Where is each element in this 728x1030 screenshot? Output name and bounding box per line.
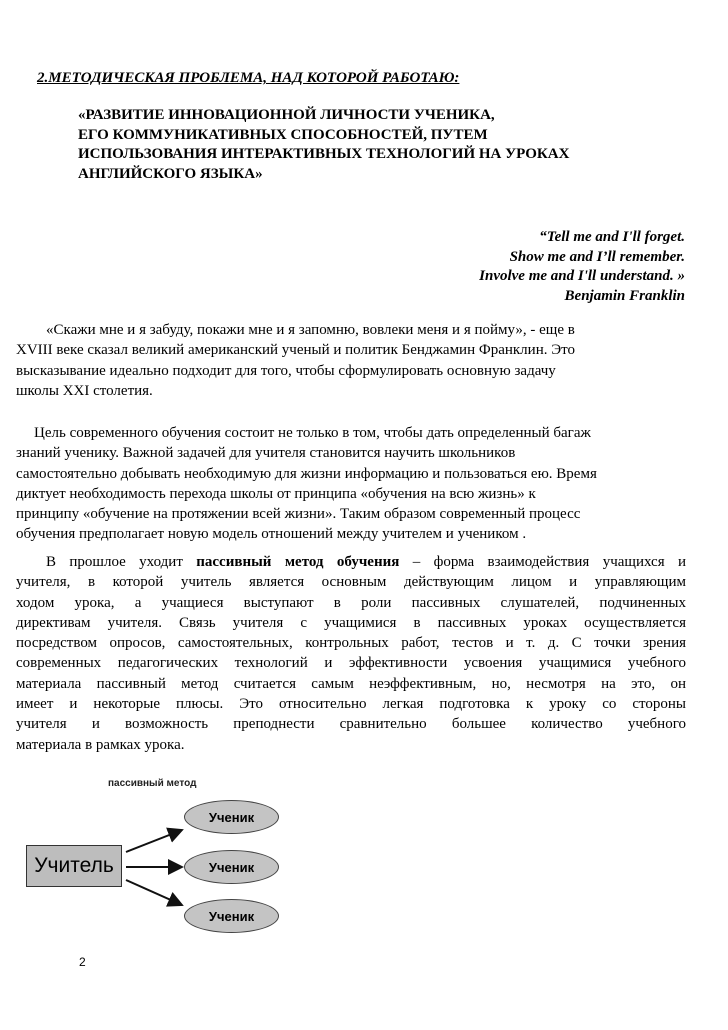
title-line: ИСПОЛЬЗОВАНИЯ ИНТЕРАКТИВНЫХ ТЕХНОЛОГИЙ НА УРОКАХ — [78, 146, 570, 162]
quote-line: Show me and I’ll remember. — [509, 248, 685, 265]
section-heading: 2.МЕТОДИЧЕСКАЯ ПРОБЛЕМА, НАД КОТОРОЙ РАБОТАЮ: — [37, 70, 460, 86]
passive-method-diagram — [0, 770, 728, 970]
title-line: «РАЗВИТИЕ ИННОВАЦИОННОЙ ЛИЧНОСТИ УЧЕНИКА, — [78, 107, 495, 123]
paragraph-line: учителя, в которой учитель является основным действующим лицом и управляющим — [16, 574, 686, 591]
page-number: 2 — [79, 955, 86, 969]
student-ellipse: Ученик — [184, 850, 279, 884]
paragraph-line: В прошлое уходит пассивный метод обучения – форма взаимодействия учащихся и — [46, 554, 686, 570]
paragraph-line: диктует необходимость перехода школы от принципа «обучения на всю жизнь» к — [16, 485, 536, 502]
paragraph-line: посредством опросов, самостоятельных, контрольных работ, тестов и т. д. С точки зрения — [16, 635, 686, 652]
paragraph-franklin — [16, 320, 686, 401]
paragraph-line: директивам учителя. Связь учителя с учащимися в пассивных уроках осуществляется — [16, 614, 686, 631]
quote-line: Involve me and I'll understand. » — [479, 268, 685, 284]
paragraph-goal — [16, 423, 686, 545]
arrow-to-student-1 — [126, 830, 182, 852]
title-line: ЕГО КОММУНИКАТИВНЫХ СПОСОБНОСТЕЙ, ПУТЕМ — [78, 126, 488, 143]
paragraph-line: имеет и некоторые плюсы. Это относительно легкая подготовка к уроку со стороны — [16, 696, 686, 713]
paragraph-line: учителя и возможность преподнести сравнительно большее количество учебного — [16, 716, 686, 733]
teacher-box: Учитель — [26, 845, 122, 887]
bold-term: пассивный метод обучения — [196, 554, 400, 570]
student-ellipse: Ученик — [184, 899, 279, 933]
paragraph-line: современных педагогических технологий и эффективности усвоения учащимися учебного — [16, 655, 686, 672]
paragraph-line: принципу «обучение на протяжении всей жизни». Таким образом современный процесс — [16, 506, 581, 523]
paragraph-line: самостоятельно добывать необходимую для жизни информацию и пользоваться ею. Время — [16, 465, 597, 482]
quote-author: Benjamin Franklin — [564, 287, 685, 304]
quote-line: “Tell me and I'll forget. — [539, 229, 685, 245]
methodical-problem-title — [78, 106, 569, 184]
student-ellipse: Ученик — [184, 800, 279, 834]
paragraph-line: «Скажи мне и я забуду, покажи мне и я запомню, вовлеки меня и я пойму», - еще в — [46, 322, 575, 338]
epigraph-quote — [479, 228, 685, 306]
paragraph-line: обучения предполагает новую модель отношений между учителем и учеником . — [16, 526, 527, 543]
title-line: АНГЛИЙСКОГО ЯЗЫКА» — [78, 165, 263, 182]
paragraph-passive-method — [16, 552, 686, 755]
paragraph-line: знаний ученику. Важной задачей для учителя становится научить школьников — [16, 445, 516, 462]
diagram-label: пассивный метод — [108, 778, 197, 789]
arrow-to-student-3 — [126, 880, 182, 905]
paragraph-line: ходом урока, а учащиеся выступают в роли пассивных слушателей, подчиненных — [16, 594, 686, 611]
paragraph-line: высказывание идеально подходит для того, чтобы сформулировать основную задачу — [16, 362, 556, 379]
paragraph-line: материала пассивный метод считается самым неэффективным, но, несмотря на это, он — [16, 675, 686, 692]
paragraph-line: материала в рамках урока. — [16, 736, 185, 753]
paragraph-line: XVIII веке сказал великий американский ученый и политик Бенджамин Франклин. Это — [16, 342, 575, 359]
paragraph-line: школы XXI столетия. — [16, 382, 153, 399]
paragraph-line: Цель современного обучения состоит не только в том, чтобы дать определенный багаж — [34, 425, 591, 441]
